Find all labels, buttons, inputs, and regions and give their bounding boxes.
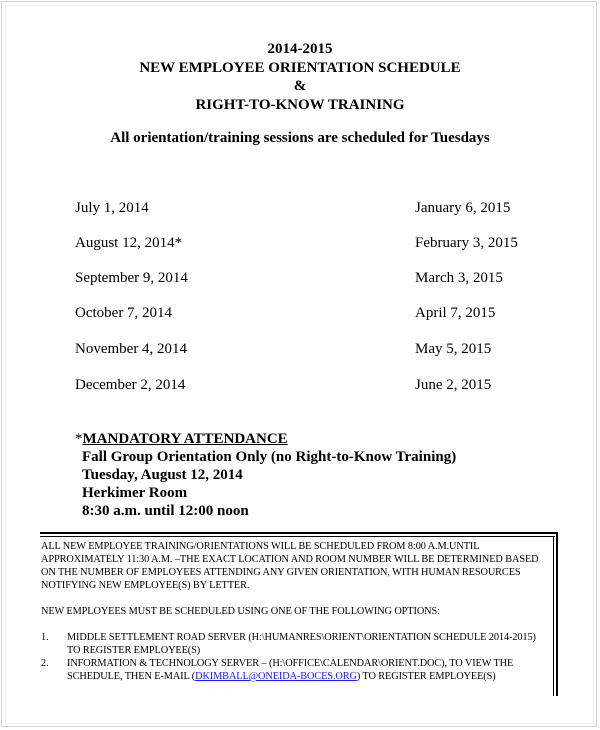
mandatory-heading (75, 430, 456, 448)
subtitle: All orientation/training sessions are scheduled for Tuesdays (110, 130, 490, 146)
date-item: September 9, 2014 (75, 270, 188, 286)
date-item: January 6, 2015 (415, 200, 511, 216)
document-title (0, 40, 600, 114)
asterisk: * (75, 431, 83, 447)
title-line-2: RIGHT-TO-KNOW TRAINING (195, 96, 405, 113)
notice-border-right-thin (553, 536, 554, 696)
date-item: November 4, 2014 (75, 341, 188, 357)
date-item: April 7, 2015 (415, 305, 496, 321)
date-item: February 3, 2015 (415, 235, 518, 251)
mandatory-line-description: Fall Group Orientation Only (no Right-to-Know Training) (82, 449, 457, 465)
notice-box (40, 532, 558, 696)
date-item: May 5, 2015 (415, 341, 492, 357)
mandatory-line-date: Tuesday, August 12, 2014 (82, 467, 243, 483)
option-text-after: ) TO REGISTER EMPLOYEE(S) (356, 671, 496, 682)
option-item-2 (41, 657, 551, 683)
option-text: MIDDLE SETTLEMENT ROAD SERVER (H:\HUMANRES\ORIENT\ORIENTATION SCHEDULE 2014-2015) TO REGISTER EMPLOYEE(S) (67, 632, 536, 656)
date-item: June 2, 2015 (415, 377, 492, 393)
notice-paragraph-schedule: ALL NEW EMPLOYEE TRAINING/ORIENTATIONS WILL BE SCHEDULED FROM 8:00 A.M.UNTIL APPROXIMATELY 11:30 A.M. –THE EXACT LOCATION AND ROOM NUMBER WILL BE DETERMINED BASED ON THE NUMBER OF EMPLOYEES ATTENDING ANY GIVEN ORIENTATION, WITH HUMAN RESOURCES NOTIFYING NEW EMPLOYEE(S) BY LETTER. (41, 541, 539, 591)
date-item: July 1, 2014 (75, 200, 149, 216)
date-item: December 2, 2014 (75, 377, 186, 393)
option-number: 2. (41, 658, 49, 669)
date-item: August 12, 2014* (75, 235, 183, 251)
mandatory-attendance-block (75, 430, 456, 520)
email-link[interactable]: DKIMBALL@ONEIDA-BOCES.ORG (195, 671, 357, 682)
notice-border-right-thick (556, 532, 558, 696)
title-year: 2014-2015 (267, 41, 333, 57)
title-ampersand: & (293, 78, 307, 94)
option-text (67, 657, 551, 683)
date-item: March 3, 2015 (415, 270, 503, 286)
notice-paragraph-options: NEW EMPLOYEES MUST BE SCHEDULED USING ONE OF THE FOLLOWING OPTIONS: (41, 606, 440, 617)
mandatory-heading-text: MANDATORY ATTENDANCE (82, 431, 288, 447)
notice-clip (40, 532, 552, 703)
title-line-1: NEW EMPLOYEE ORIENTATION SCHEDULE (139, 59, 461, 76)
mandatory-line-room: Herkimer Room (82, 485, 188, 501)
option-text-before: INFORMATION & TECHNOLOGY SERVER – (H:\OFFICE\CALENDAR\ORIENT.DOC), TO VIEW THE SCHEDULE, THEN E-MAIL ( (67, 658, 514, 682)
option-item-1 (41, 631, 551, 657)
mandatory-line-time: 8:30 a.m. until 12:00 noon (82, 503, 249, 519)
notice-body (41, 540, 551, 683)
date-item: October 7, 2014 (75, 305, 173, 321)
option-number: 1. (41, 632, 49, 643)
